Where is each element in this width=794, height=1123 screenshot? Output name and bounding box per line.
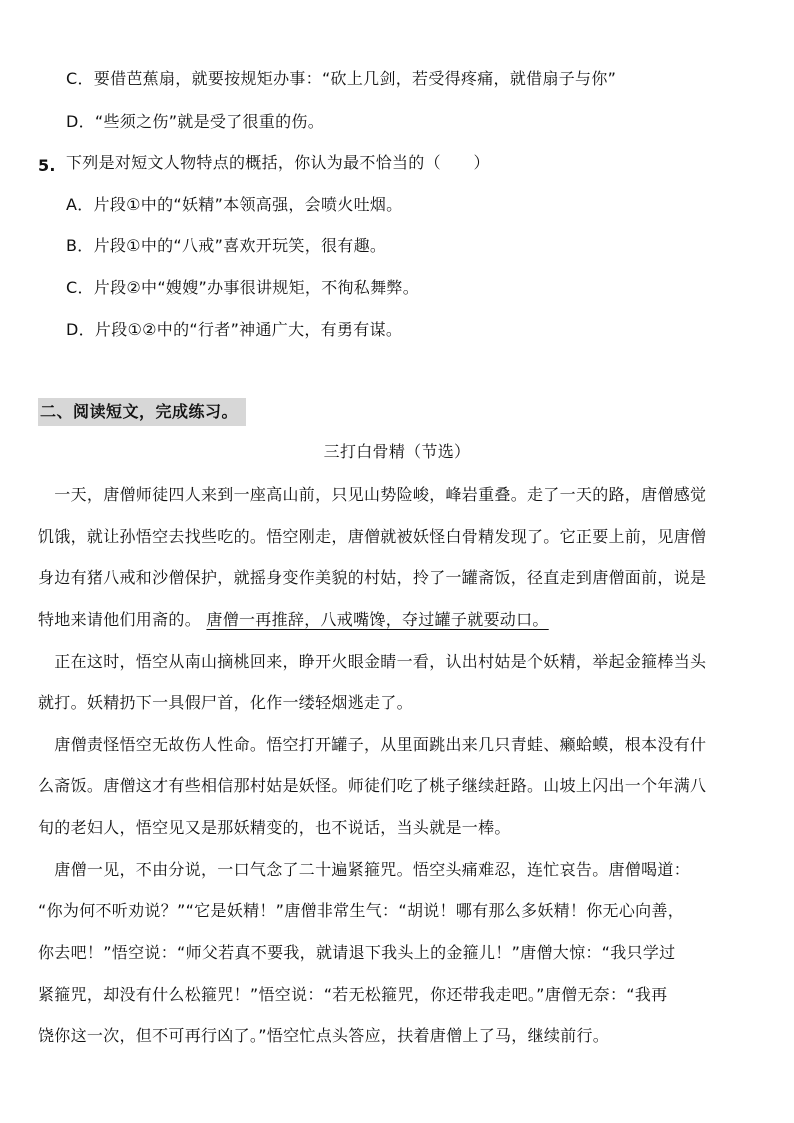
- passage-line: “你为何不听劝说？”“它是妖精！”唐僧非常生气：“胡说！哪有那么多妖精！你无心向善，: [38, 901, 685, 920]
- q4-option-c: C．要借芭蕉扇，就要按规矩办事：“砍上几剑，若受得疼痛，就借扇子与你”: [66, 69, 617, 88]
- passage-line: 紧箍咒，却没有什么松箍咒！”悟空说：“若无松箍咒，你还带我走吧。”唐僧无奈：“我再: [38, 985, 668, 1004]
- passage-line: 唐僧一见，不由分说，一口气念了二十遍紧箍咒。悟空头痛难忍，连忙哀告。唐僧喝道：: [38, 860, 691, 879]
- q5-option-c: C．片段②中“嫂嫂”办事很讲规矩，不徇私舞弊。: [66, 278, 419, 297]
- passage-line: 身边有猪八戒和沙僧保护，就摇身变作美貌的村姑，拎了一罐斋饭，径直走到唐僧面前，说是: [38, 568, 707, 587]
- passage-line: 么斋饭。唐僧这才有些相信那村姑是妖怪。师徒们吃了桃子继续赶路。山坡上闪出一个年满八: [38, 776, 707, 795]
- underlined-sentence: 唐僧一再推辞，八戒嘴馋，夺过罐子就要动口。: [206, 610, 549, 629]
- passage-line: 正在这时，悟空从南山摘桃回来，睁开火眼金睛一看，认出村姑是个妖精，举起金箍棒当头: [38, 652, 707, 671]
- passage-line: 一天，唐僧师徒四人来到一座高山前，只见山势险峻，峰岩重叠。走了一天的路，唐僧感觉: [38, 485, 707, 504]
- passage-line-with-underline: [38, 609, 549, 631]
- q5-question: 下列是对短文人物特点的概括，你认为最不恰当的（ ）: [66, 153, 490, 172]
- passage-line: 饥饿，就让孙悟空去找些吃的。悟空刚走，唐僧就被妖怪白骨精发现了。它正要上前，见唐僧: [38, 527, 707, 546]
- q5-option-a: A．片段①中的“妖精”本领高强，会喷火吐烟。: [66, 195, 403, 214]
- q5-option-d: D．片段①②中的“行者”神通广大，有勇有谋。: [66, 320, 403, 339]
- passage-line: 特地来请他们用斋的。: [38, 610, 202, 629]
- q5-number: 5.: [38, 156, 56, 175]
- q5-option-b: B．片段①中的“八戒”喜欢开玩笑，很有趣。: [66, 236, 387, 255]
- passage-line: 就打。妖精扔下一具假尸首，化作一缕轻烟逃走了。: [38, 693, 413, 712]
- passage-title: 三打白骨精（节选）: [323, 442, 471, 461]
- passage-line: 唐僧责怪悟空无故伤人性命。悟空打开罐子，从里面跳出来几只青蛙、癞蛤蟆，根本没有什: [38, 735, 707, 754]
- section-heading: 二、阅读短文，完成练习。: [38, 398, 246, 426]
- q4-option-d: D．“些须之伤”就是受了很重的伤。: [66, 112, 324, 131]
- passage-line: 你去吧！”悟空说：“师父若真不要我，就请退下我头上的金箍儿！”唐僧大惊：“我只学过: [38, 943, 676, 962]
- passage-line: 旬的老妇人，悟空见又是那妖精变的，也不说话，当头就是一棒。: [38, 818, 511, 837]
- passage-line: 饶你这一次，但不可再行凶了。”悟空忙点头答应，扶着唐僧上了马，继续前行。: [38, 1026, 610, 1045]
